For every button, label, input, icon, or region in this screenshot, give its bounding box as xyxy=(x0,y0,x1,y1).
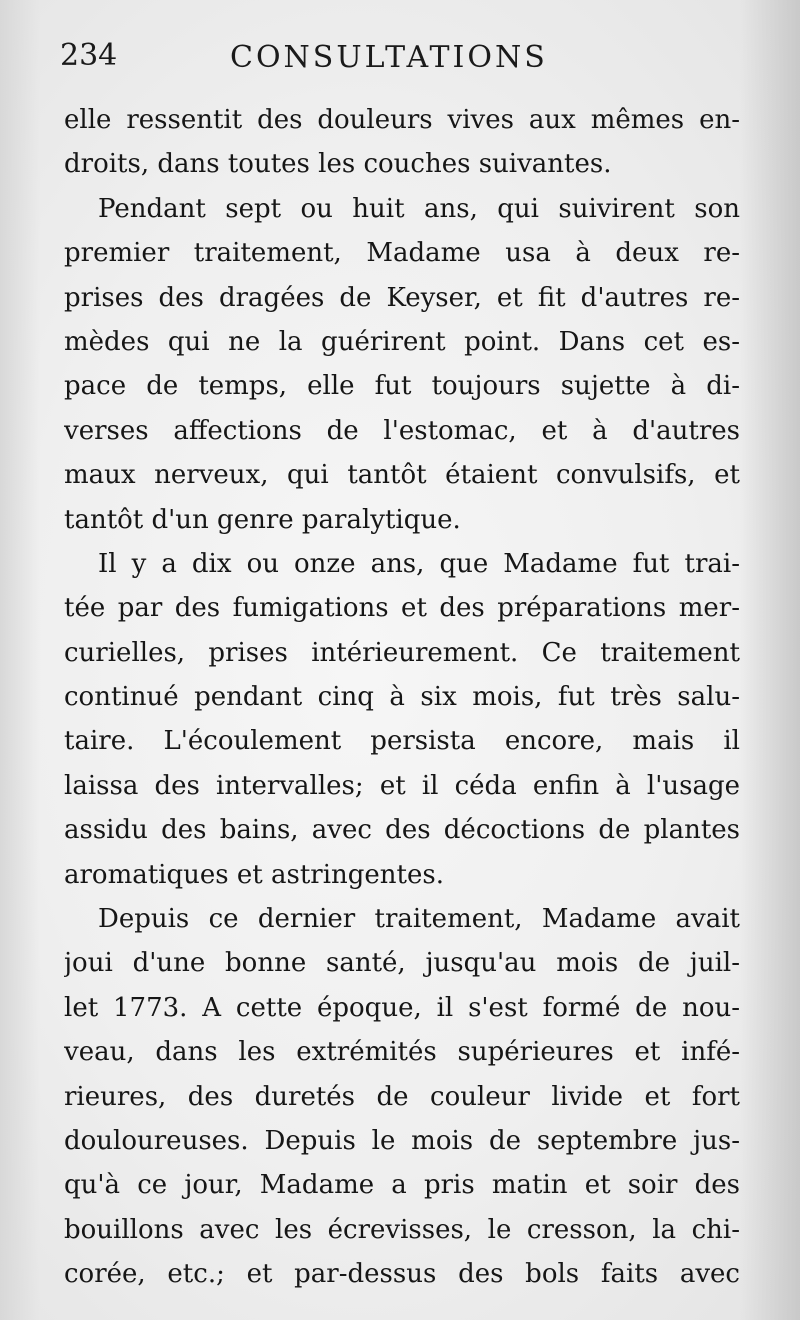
text-line: taire. L'écoulement persista encore, mais il xyxy=(64,726,740,757)
text-line: bouillons avec les écrevisses, le cresson, la chi- xyxy=(64,1214,740,1245)
text-line: corée, etc.; et par-dessus des bols faits avec xyxy=(64,1259,740,1290)
text-line: premier traitement, Madame usa à deux re- xyxy=(64,238,740,269)
text-line: continué pendant cinq à six mois, fut très salu- xyxy=(64,682,740,713)
text-line: Pendant sept ou huit ans, qui suivirent son xyxy=(98,193,740,224)
text-line: let 1773. A cette époque, il s'est formé de nou- xyxy=(64,992,740,1023)
text-line: veau, dans les extrémités supérieures et infé- xyxy=(64,1037,740,1068)
text-line: elle ressentit des douleurs vives aux mêmes en- xyxy=(64,105,740,135)
text-line: tée par des fumigations et des préparations mer- xyxy=(64,593,740,624)
text-line: aromatiques et astringentes. xyxy=(64,859,444,890)
text-line: assidu des bains, avec des décoctions de plantes xyxy=(64,815,740,846)
running-head: CONSULTATIONS xyxy=(230,40,548,75)
text-line: tantôt d'un genre paralytique. xyxy=(64,504,461,535)
text-line: verses affections de l'estomac, et à d'autres xyxy=(64,415,740,446)
text-line: maux nerveux, qui tantôt étaient convulsifs, et xyxy=(64,460,740,491)
page-header xyxy=(60,38,750,82)
text-line: qu'à ce jour, Madame a pris matin et soir des xyxy=(64,1170,740,1201)
page-number: 234 xyxy=(60,38,118,73)
text-line: rieures, des duretés de couleur livide et fort xyxy=(64,1081,740,1112)
text-line: droits, dans toutes les couches suivantes. xyxy=(64,149,612,180)
page-edge-shadow xyxy=(740,0,800,1320)
text-line: Il y a dix ou onze ans, que Madame fut trai- xyxy=(98,548,740,579)
page-gutter-shadow xyxy=(0,0,40,1320)
text-line: curielles, prises intérieurement. Ce traitement xyxy=(64,637,740,668)
text-line: laissa des intervalles; et il céda enfin à l'usage xyxy=(64,770,740,801)
text-line: douloureuses. Depuis le mois de septembre jus- xyxy=(64,1125,740,1156)
text-line: joui d'une bonne santé, jusqu'au mois de juil- xyxy=(64,948,740,979)
text-line: pace de temps, elle fut toujours sujette à di- xyxy=(64,371,740,402)
text-line: mèdes qui ne la guérirent point. Dans cet es- xyxy=(64,326,740,357)
text-line: prises des dragées de Keyser, et fit d'autres re- xyxy=(64,282,740,313)
body-text xyxy=(64,98,740,1297)
text-line: Depuis ce dernier traitement, Madame avait xyxy=(98,904,740,935)
